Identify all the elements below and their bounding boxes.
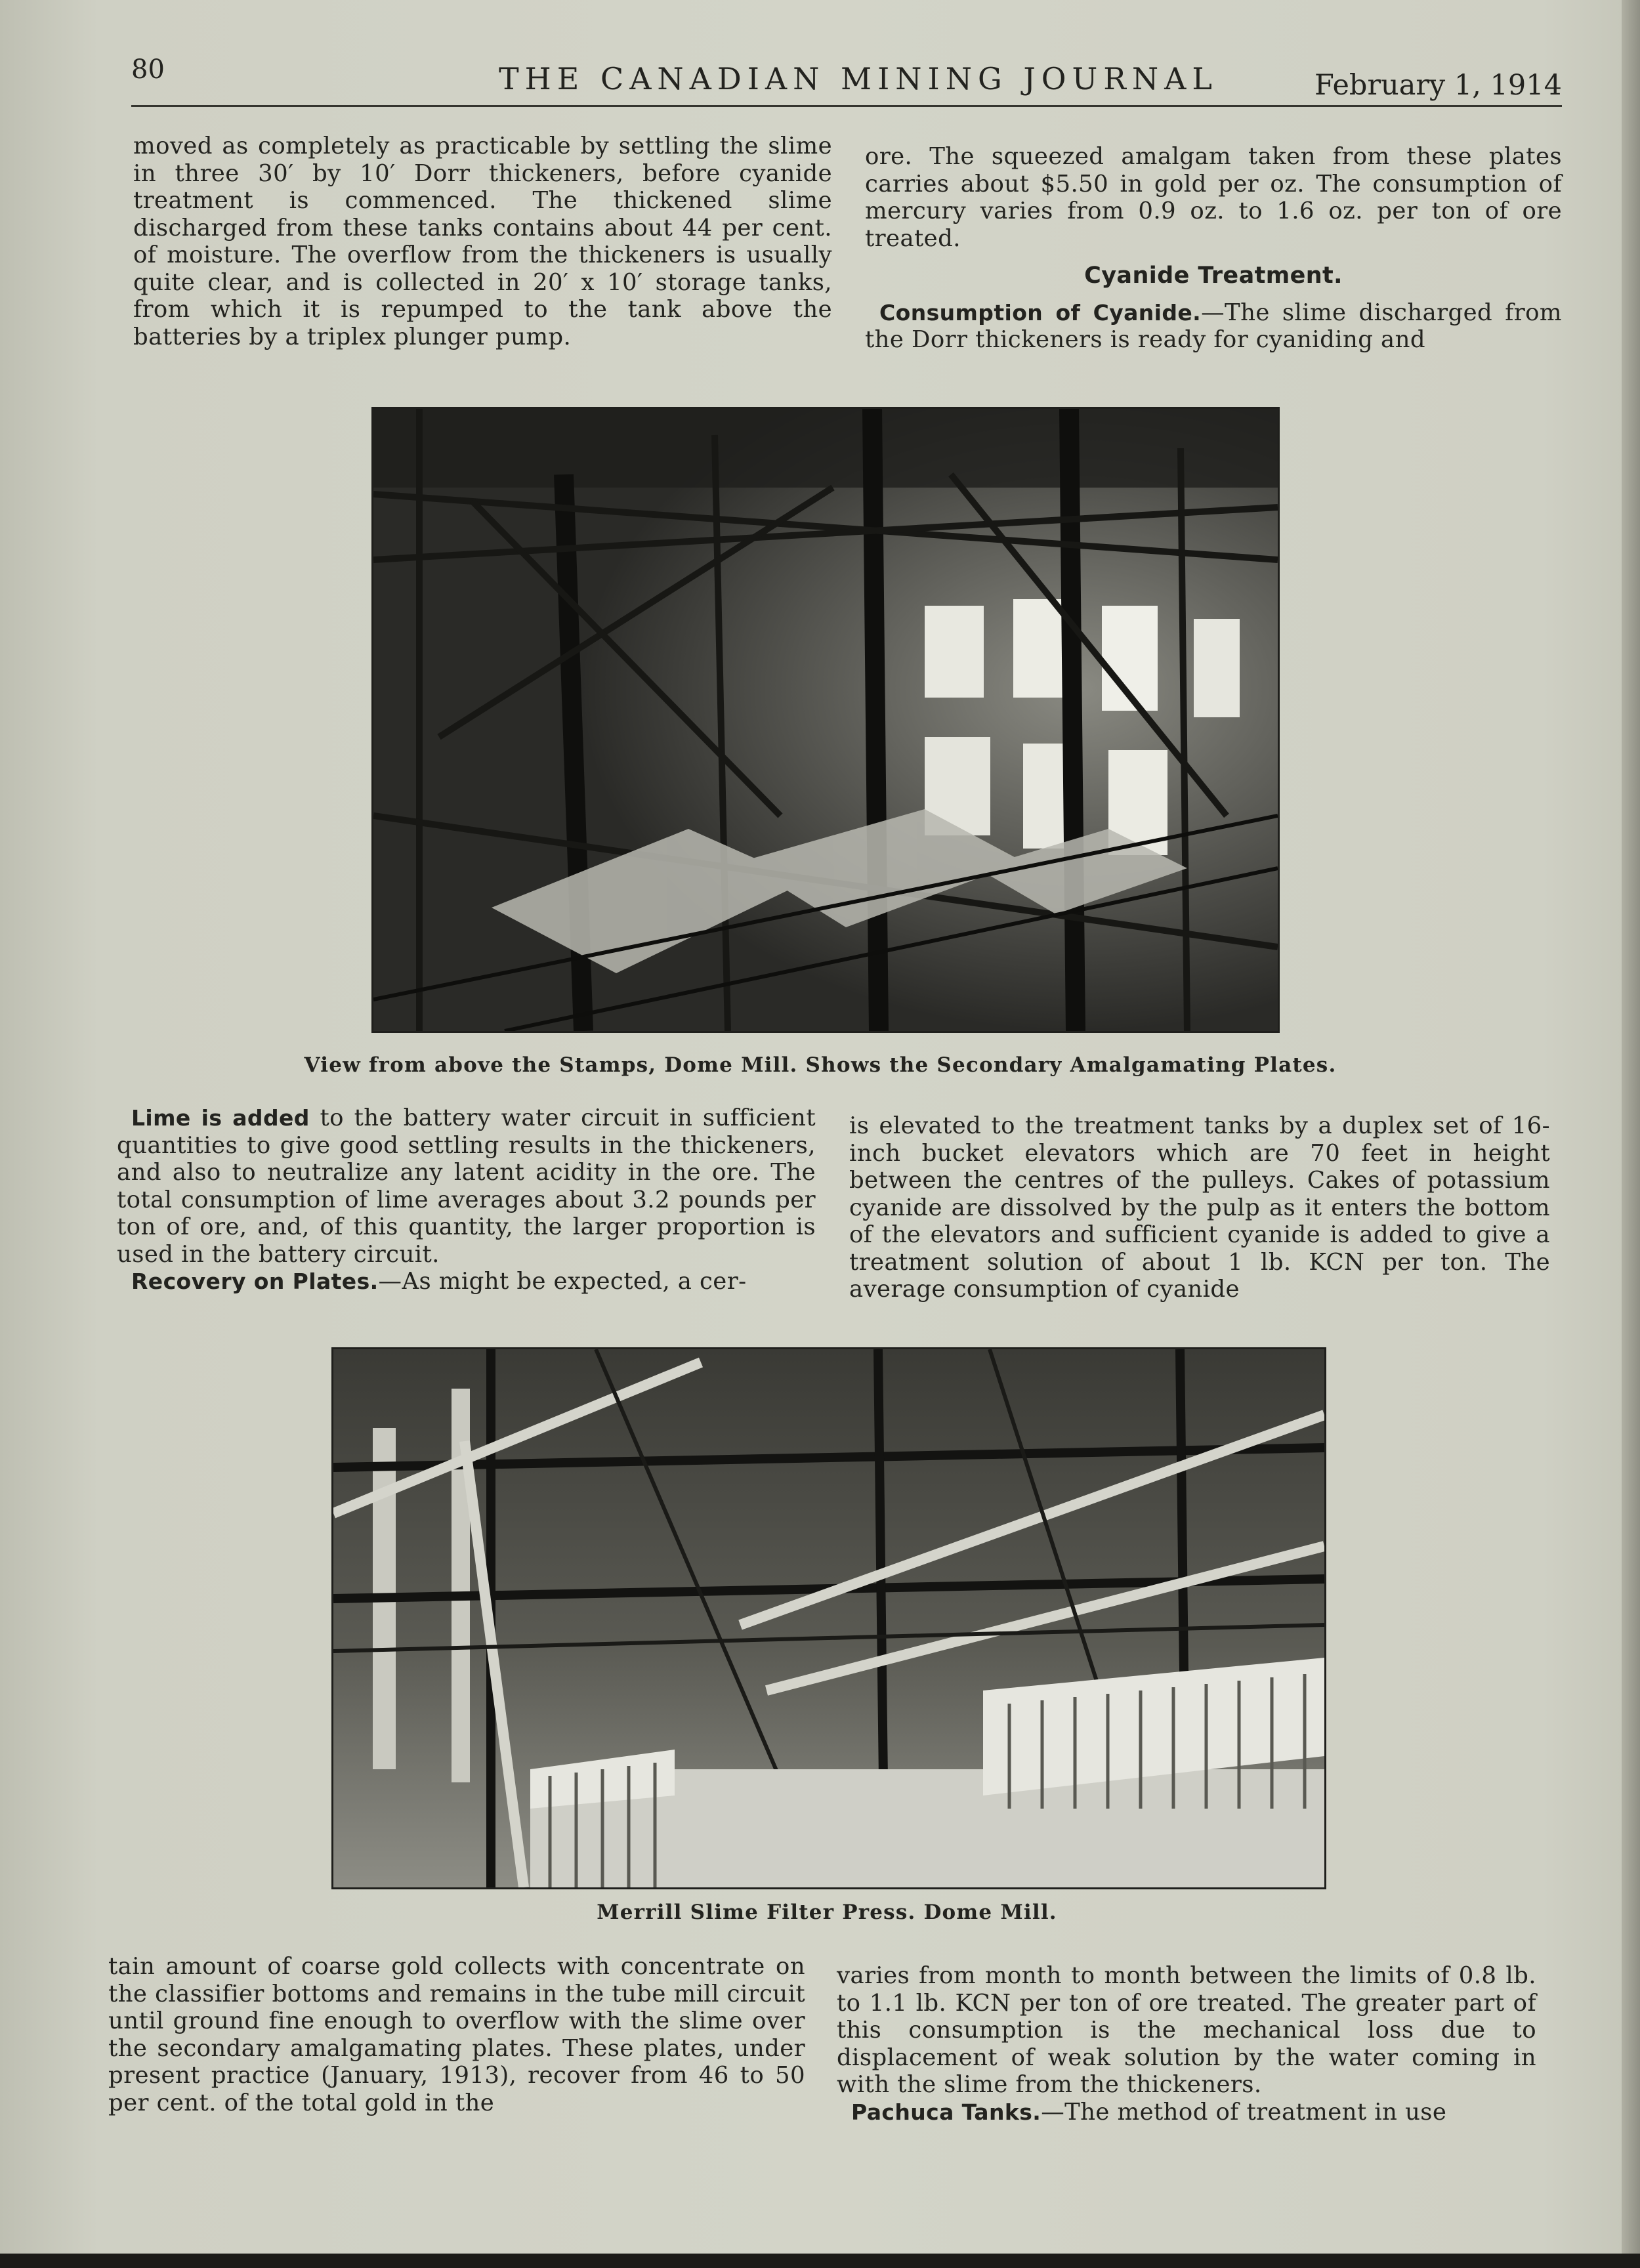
journal-title: THE CANADIAN MINING JOURNAL [499, 61, 1218, 96]
paragraph [117, 1268, 816, 1295]
paragraph-body: —The slime discharged from the Dorr thickeners is ready for cyaniding and [865, 299, 1562, 353]
figure-caption: Merrill Slime Filter Press. Dome Mill. [597, 1900, 1057, 1924]
figure-caption: View from above the Stamps, Dome Mill. Shows the Secondary Amalgamating Plates. [304, 1053, 1337, 1077]
photo-stamps-view [371, 407, 1280, 1033]
issue-date: February 1, 1914 [1314, 69, 1562, 102]
section-heading: Cyanide Treatment. [1084, 262, 1343, 289]
middle-left-column [117, 1104, 816, 1295]
photo-filter-press [331, 1347, 1326, 1889]
middle-right-column [849, 1112, 1550, 1303]
header-rule [131, 105, 1562, 107]
paragraph-body: —The method of treatment in use [1041, 2098, 1447, 2126]
paragraph-lead: Recovery on Plates. [131, 1269, 379, 1294]
bottom-left-column [108, 1953, 805, 2116]
paragraph-body: —As might be expected, a cer- [378, 1268, 747, 1295]
paragraph-lead: Lime is added [131, 1105, 310, 1131]
photo-image [333, 1349, 1324, 1887]
paragraph [117, 1104, 816, 1268]
paragraph: is elevated to the treatment tanks by a duplex set of 16-inch bucket elevators which are 70 feet in height between the centres of the pulleys. Cakes of potassium cyanide are dissolved by the pulp as it enters the bottom of the elevators and sufficient cyanide is added to give a treatment solution of about 1 lb. KCN per ton. The average consumption of cyanide [849, 1112, 1550, 1303]
bottom-right-column [837, 1962, 1536, 2126]
paragraph: varies from month to month between the limits of 0.8 lb. to 1.1 lb. KCN per ton of ore treated. The greater part of this consumption is the mechanical loss due to displacement of weak solution by the water coming in with the slime from the thickeners. [837, 1962, 1536, 2098]
paragraph-body: to the battery water circuit in sufficient quantities to give good settling results in the thickeners, and also to neutralize any latent acidity in the ore. The total consumption of lime averages about 3.2 pounds per ton of ore, and, of this quantity, the larger proportion is used in the battery circuit. [117, 1104, 816, 1268]
scan-edge [0, 2254, 1640, 2268]
paragraph [865, 299, 1562, 354]
page-header [131, 51, 1562, 114]
top-left-column [133, 133, 832, 350]
paragraph-lead: Consumption of Cyanide. [879, 299, 1202, 326]
top-right-column [865, 143, 1562, 354]
paragraph: ore. The squeezed amalgam taken from these plates carries about $5.50 in gold per oz. The consumption of mercury varies from 0.9 oz. to 1.6 oz. per ton of ore treated. [865, 143, 1562, 252]
page-number: 80 [131, 54, 165, 85]
paragraph: moved as completely as practicable by settling the slime in three 30′ by 10′ Dorr thickeners, before cyanide treatment is commenced. The thickened slime discharged from these tanks contains about 44 per cent. of moisture. The overflow from the thickeners is usually quite clear, and is collected in 20′ x 10′ storage tanks, from which it is repumped to the tank above the batteries by a triplex plunger pump. [133, 133, 832, 350]
paragraph [837, 2099, 1536, 2126]
binding-edge [1622, 0, 1640, 2268]
paragraph: tain amount of coarse gold collects with concentrate on the classifier bottoms and remains in the tube mill circuit until ground fine enough to overflow with the slime over the secondary amalgamating plates. These plates, under present practice (January, 1913), recover from 46 to 50 per cent. of the total gold in the [108, 1953, 805, 2116]
paragraph-lead: Pachuca Tanks. [851, 2099, 1041, 2125]
photo-image [373, 409, 1278, 1031]
